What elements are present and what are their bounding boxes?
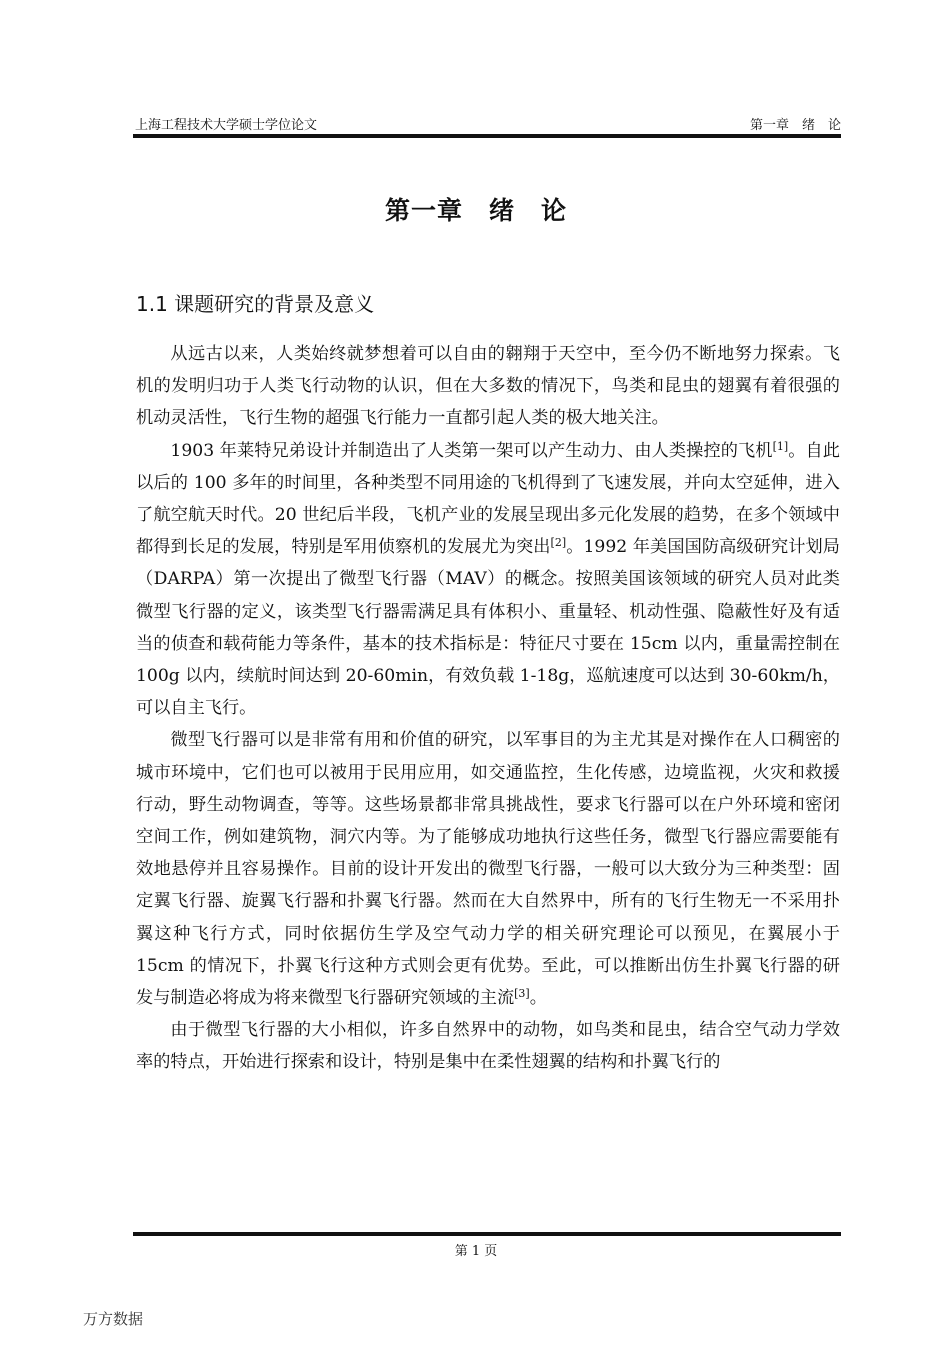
citation-ref: [3] [514,987,530,1001]
watermark-text: 万方数据 [83,1310,144,1328]
footer-rule [133,1232,841,1236]
chapter-title: 第一章 绪 论 [384,196,567,225]
running-header [135,114,841,133]
citation-ref: [1] [772,439,789,453]
header-right-chapter: 第一章 绪 论 [749,118,841,133]
paragraph-2 [136,435,840,725]
citation-ref: [2] [550,536,567,550]
paragraph-3 [136,724,840,1014]
paragraph-text: 。 [529,988,547,1009]
body-text [136,338,840,1079]
page-number: 第 1 页 [454,1244,498,1259]
paragraph-1 [136,338,840,435]
header-left-title: 上海工程技术大学硕士学位论文 [135,118,318,133]
paragraph-text: 。自此以后的 100 多年的时间里，各种类型不同用途的飞机得到了飞速发展，并向太空延伸，进入了航空航天时代。20 世纪后半段，飞机产业的发展呈现出多元化发展的趋势，在多个领域中都得到长足的发展，特别是军用侦察机的发展尤为突出 [136,440,840,558]
paragraph-text: 。1992 年美国国防高级研究计划局（DARPA）第一次提出了微型飞行器（MAV）的概念。按照美国该领域的研究人员对此类微型飞行器的定义，该类型飞行器需满足具有体积小、重量轻、机动性强、隐蔽性好及有适当的侦查和载荷能力等条件，基本的技术指标是：特征尺寸要在 15cm 以内，重量需控制在 100g 以内，续航时间达到 20-60min，有效负载 1-18g，巡航速度可以达到 30-60km/h，可以自主飞行。 [136,537,840,719]
paragraph-4 [136,1014,840,1078]
section-heading: 1.1 课题研究的背景及意义 [136,292,375,316]
header-rule [133,134,841,138]
paragraph-text: 由于微型飞行器的大小相似，许多自然界中的动物，如鸟类和昆虫，结合空气动力学效率的特点，开始进行探索和设计，特别是集中在柔性翅翼的结构和扑翼飞行的 [136,1020,840,1073]
paragraph-text: 微型飞行器可以是非常有用和价值的研究，以军事目的为主尤其是对操作在人口稠密的城市环境中，它们也可以被用于民用应用，如交通监控，生化传感，边境监视，火灾和救援行动，野生动物调查，等等。这些场景都非常具挑战性，要求飞行器可以在户外环境和密闭空间工作，例如建筑物，洞穴内等。为了能够成功地执行这些任务，微型飞行器应需要能有效地悬停并且容易操作。目前的设计开发出的微型飞行器，一般可以大致分为三种类型：固定翼飞行器、旋翼飞行器和扑翼飞行器。然而在大自然界中，所有的飞行生物无一不采用扑翼这种飞行方式，同时依据仿生学及空气动力学的相关研究理论可以预见，在翼展小于 15cm 的情况下，扑翼飞行这种方式则会更有优势。至此，可以推断出仿生扑翼飞行器的研发与制造必将成为将来微型飞行器研究领域的主流 [136,730,840,1009]
paragraph-text: 1903 年莱特兄弟设计并制造出了人类第一架可以产生动力、由人类操控的飞机 [170,440,773,461]
paragraph-text: 从远古以来，人类始终就梦想着可以自由的翱翔于天空中，至今仍不断地努力探索。飞机的发明归功于人类飞行动物的认识，但在大多数的情况下，鸟类和昆虫的翅翼有着很强的机动灵活性，飞行生物的超强飞行能力一直都引起人类的极大地关注。 [136,344,840,429]
